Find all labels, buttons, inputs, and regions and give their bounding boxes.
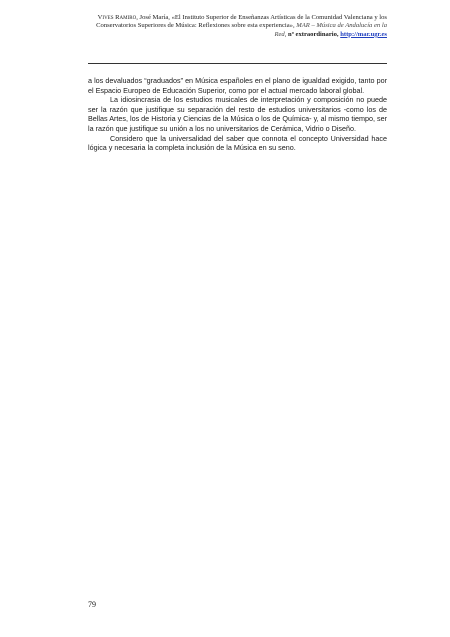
header-journal: MAR – Música de Andalucía en la Red, [274, 22, 387, 38]
header-divider [88, 63, 387, 64]
paragraph: La idiosincrasia de los estudios musicales de interpretación y composición no puede ser la razón que justifique su separación del resto de estudios universitarios -como los de Bellas Artes, los de Historia y Ciencias de la Música o los de Química- y, al mismo tiempo, ser la razón que justifique su unión a los no universitarios de Cerámica, Vidrio o Diseño. [88, 95, 387, 133]
body-text [88, 76, 387, 153]
paragraph-continuation: a los devaluados “graduados” en Música españoles en el plano de igualdad exigido, tanto por el Espacio Europeo de Educación Superior, como por el actual mercado laboral global. [88, 76, 387, 95]
header-author: Vives Ramiro [97, 14, 137, 21]
header-link[interactable]: http://mar.ugr.es [340, 30, 387, 38]
page-number: 79 [88, 600, 96, 609]
header-citation: , José María, «El Instituto Superior de Enseñanzas Artísticas de la Comunidad Valenciana y los Conservatorios Superiores de Música: Reflexiones sobre esta experiencia», [96, 14, 387, 30]
paragraph: Considero que la universalidad del saber que connota el concepto Universidad hace lógica y necesaria la completa inclusión de la Música en su seno. [88, 133, 387, 153]
header-issue: nº extraordinario, [288, 30, 339, 38]
running-header [88, 14, 387, 39]
